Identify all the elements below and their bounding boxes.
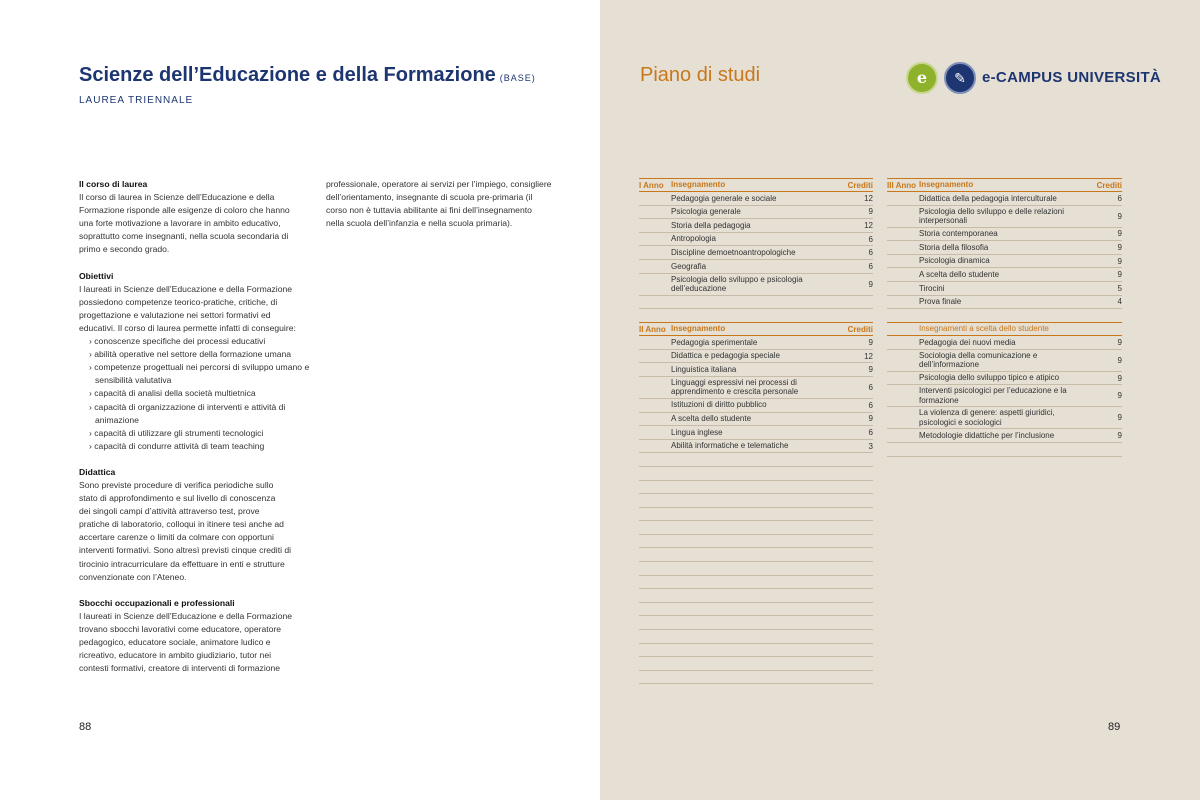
subject-name: Linguistica italiana (671, 364, 737, 374)
study-plan-title: Piano di studi (640, 64, 761, 86)
section-heading: Obiettivi (79, 270, 114, 281)
text-line: pratiche di laboratorio, colloqui in itinere tesi anche ad (79, 519, 284, 530)
subject-name: Discipline demoetnoantropologiche (671, 247, 796, 257)
page-subtitle: LAUREA TRIENNALE (79, 95, 194, 106)
credits-value: 6 (868, 400, 873, 410)
study-plan-table-left (639, 178, 873, 684)
table-row (639, 426, 873, 440)
table-row (887, 372, 1122, 386)
credits-value: 12 (864, 220, 873, 230)
subject-name: Linguaggi espressivi nei processi di apprendimento e crescita personale (671, 377, 799, 397)
subject-name: Psicologia dinamica (919, 256, 990, 266)
credits-value: 9 (868, 279, 873, 289)
empty-row (639, 494, 873, 508)
table-row (639, 377, 873, 399)
text-line: accertare carenze o limiti da colmare con opportuni (79, 532, 274, 543)
empty-row (639, 453, 873, 467)
table-row (639, 413, 873, 427)
subject-name: Tirocini (919, 283, 945, 293)
section-heading: Sbocchi occupazionali e professionali (79, 597, 235, 608)
table-spacer (887, 309, 1122, 322)
credits-value: 9 (868, 365, 873, 375)
text-column-1 (79, 178, 311, 688)
subject-name: Psicologia dello sviluppo e delle relazioni interpersonali (919, 206, 1064, 226)
text-line: Formazione risponde alle esigenze di coloro che hanno (79, 205, 290, 216)
section-sbocchi (79, 597, 311, 676)
subject-name: Sociologia della comunicazione e dell’informazione (919, 350, 1038, 370)
text-line: Il corso di laurea in Scienze dell’Educazione e della (79, 192, 275, 203)
table-header (639, 322, 873, 336)
table-row (639, 246, 873, 260)
credits-value: 6 (868, 248, 873, 258)
table-row (887, 255, 1122, 269)
credits-value: 9 (1117, 355, 1122, 365)
section-didattica (79, 466, 311, 584)
page-title (79, 64, 536, 87)
logo-wordmark: e-CAMPUS UNIVERSITÀ (982, 69, 1162, 86)
subject-name: Psicologia dello sviluppo tipico e atipico (919, 373, 1060, 383)
subject-name: Didattica della pedagogia interculturale (919, 193, 1057, 203)
page-number: 89 (1108, 721, 1121, 733)
subject-name: Psicologia dello sviluppo e psicologia dell’educazione (671, 274, 803, 294)
electives-heading: Insegnamenti a scelta dello studente (919, 324, 1049, 334)
empty-row (639, 630, 873, 644)
table-row (639, 206, 873, 220)
table-row (887, 241, 1122, 255)
list-item: › abilità operative nel settore della formazione umana (89, 349, 292, 360)
text-line: stato di approfondimento e sul livello di conoscenza (79, 493, 276, 504)
table-row (639, 219, 873, 233)
subject-name: A scelta dello studente (919, 269, 1000, 279)
text-line: una forte motivazione a lavorare in ambito educativo, (79, 218, 281, 229)
empty-row (639, 589, 873, 603)
credits-value: 12 (864, 193, 873, 203)
text-line: Sono previste procedure di verifica periodiche sullo (79, 479, 274, 490)
table-row (887, 268, 1122, 282)
credits-header: Crediti (847, 180, 873, 190)
list-item: › capacità di organizzazione di interventi e attività di animazione (89, 401, 286, 425)
subject-header: Insegnamento (919, 180, 974, 190)
text-line: dei singoli campi d’attività attraverso test, prove (79, 506, 260, 517)
subject-name: Storia della filosofia (919, 242, 989, 252)
table-row (639, 363, 873, 377)
credits-value: 9 (1117, 256, 1122, 266)
ecampus-logo (906, 62, 1162, 96)
credits-value: 9 (1117, 431, 1122, 441)
table-row (639, 350, 873, 364)
credits-value: 9 (868, 207, 873, 217)
empty-row (639, 562, 873, 576)
subject-name: Metodologie didattiche per l’inclusione (919, 430, 1055, 440)
empty-row (639, 481, 873, 495)
page-number: 88 (79, 721, 92, 733)
empty-row (639, 521, 873, 535)
empty-row (639, 603, 873, 617)
subject-name: Antropologia (671, 234, 716, 244)
empty-row (639, 576, 873, 590)
text-line: convenzionate con l’Ateneo. (79, 571, 187, 582)
text-line: nella scuola dell’infanzia e nella scuola primaria). (326, 218, 513, 229)
table-row (887, 429, 1122, 443)
text-line: primo e secondo grado. (79, 244, 170, 255)
subject-name: Istituzioni di diritto pubblico (671, 400, 767, 410)
table-row (887, 385, 1122, 407)
table-header (887, 178, 1122, 192)
subject-name: Storia della pedagogia (671, 220, 751, 230)
list-item: › capacità di analisi della società multietnica (89, 388, 256, 399)
subject-name: Geografia (671, 261, 707, 271)
table-row (639, 260, 873, 274)
objectives-list (79, 335, 311, 453)
table-row (887, 206, 1122, 228)
credits-value: 3 (868, 441, 873, 451)
list-item: › conoscenze specifiche dei processi educativi (89, 336, 266, 347)
text-line: ricreativo, educatore in ambito giudiziario, tutor nei (79, 650, 272, 661)
section-heading: Didattica (79, 466, 116, 477)
text-line: progettazione e valutazione nei settori formativi ed (79, 309, 271, 320)
text-line: tirocinio intracurriculare da effettuare in enti e strutture (79, 558, 285, 569)
subject-name: Pedagogia generale e sociale (671, 193, 777, 203)
table-row (887, 228, 1122, 242)
subject-name: Prova finale (919, 297, 962, 307)
text-line: dell’orientamento, insegnante di scuola pre-primaria (il (326, 192, 533, 203)
table-row (887, 282, 1122, 296)
table-row (639, 233, 873, 247)
credits-value: 9 (1117, 413, 1122, 423)
text-line: interventi formativi. Sono altresì previsti cinque crediti di (79, 545, 292, 556)
text-column-2 (326, 178, 562, 230)
credits-value: 6 (868, 234, 873, 244)
credits-value: 9 (1117, 391, 1122, 401)
credits-value: 9 (868, 337, 873, 347)
section-obiettivi (79, 270, 311, 453)
subject-name: Storia contemporanea (919, 229, 998, 239)
empty-row (639, 671, 873, 685)
list-item: › competenze progettuali nei percorsi di sviluppo umano e sensibilità valutativa (89, 362, 310, 386)
text-line: contesti formativi, creatore di interventi di formazione (79, 663, 281, 674)
table-row (887, 350, 1122, 372)
table-row (887, 407, 1122, 429)
list-item: › capacità di utilizzare gli strumenti tecnologici (89, 427, 264, 438)
list-item: › capacità di condurre attività di team teaching (89, 440, 265, 451)
ecampus-badge-icon: e (906, 62, 938, 94)
text-line: professionale, operatore ai servizi per l’impiego, consigliere (326, 179, 552, 189)
credits-value: 6 (868, 382, 873, 392)
empty-row (639, 296, 873, 310)
empty-row (639, 644, 873, 658)
text-line: soprattutto come insegnanti, nella scuola secondaria di (79, 231, 289, 242)
text-line: trovano sbocchi lavorativi come educatore, operatore (79, 623, 282, 634)
text-line: corso non è tuttavia abilitante ai fini dell’insegnamento (326, 205, 532, 216)
study-plan-table-right (887, 178, 1122, 457)
subject-name: Psicologia generale (671, 207, 741, 217)
text-line: I laureati in Scienze dell’Educazione e della Formazione (79, 283, 293, 294)
empty-row (639, 616, 873, 630)
year-label: I Anno (639, 180, 664, 190)
credits-header: Crediti (847, 324, 873, 334)
text-line: I laureati in Scienze dell’Educazione e della Formazione (79, 610, 293, 621)
empty-row (639, 508, 873, 522)
year-label: III Anno (887, 180, 917, 190)
credits-value: 9 (868, 414, 873, 424)
subject-name: Didattica e pedagogia speciale (671, 351, 780, 361)
section-heading: Il corso di laurea (79, 179, 148, 189)
credits-value: 9 (1117, 229, 1122, 239)
subject-name: Lingua inglese (671, 427, 723, 437)
table-header (639, 178, 873, 192)
section-corso (79, 178, 311, 257)
empty-row (887, 443, 1122, 457)
subject-name: A scelta dello studente (671, 414, 752, 424)
credits-value: 5 (1117, 283, 1122, 293)
electives-header (887, 322, 1122, 336)
table-row (887, 336, 1122, 350)
text-line: educativi. Il corso di laurea permette infatti di conseguire: (79, 322, 296, 333)
subject-name: Abilità informatiche e telematiche (671, 441, 789, 451)
table-row (887, 296, 1122, 310)
credits-value: 6 (868, 427, 873, 437)
credits-value: 12 (864, 351, 873, 361)
text-line: pedagogico, educatore sociale, animatore ludico e (79, 637, 271, 647)
title-tag: (BASE) (499, 73, 536, 83)
empty-row (639, 657, 873, 671)
empty-row (639, 467, 873, 481)
subject-name: La violenza di genere: aspetti giuridici, psicologici e sociologici (919, 408, 1055, 427)
credits-value: 9 (1117, 270, 1122, 280)
credits-header: Crediti (1096, 180, 1122, 190)
table-row (639, 274, 873, 296)
table-row (887, 192, 1122, 206)
subject-name: Pedagogia dei nuovi media (919, 337, 1016, 347)
subject-header: Insegnamento (671, 180, 726, 190)
university-seal-icon: ✎ (944, 62, 976, 94)
year-label: II Anno (639, 324, 666, 334)
credits-value: 6 (1117, 193, 1122, 203)
empty-row (639, 535, 873, 549)
subject-header: Insegnamento (671, 324, 726, 334)
table-row (639, 399, 873, 413)
subject-name: Interventi psicologici per l’educazione e la formazione (919, 386, 1067, 405)
text-line: possiedono competenze teorico-pratiche, critiche, di (79, 296, 278, 307)
table-row (639, 440, 873, 454)
credits-value: 9 (1117, 211, 1122, 221)
table-spacer (639, 309, 873, 322)
credits-value: 6 (868, 261, 873, 271)
credits-value: 9 (1117, 337, 1122, 347)
title-text: Scienze dell’Educazione e della Formazione (79, 64, 496, 86)
credits-value: 4 (1117, 297, 1122, 307)
empty-row (639, 548, 873, 562)
table-row (639, 192, 873, 206)
credits-value: 9 (1117, 373, 1122, 383)
table-row (639, 336, 873, 350)
subject-name: Pedagogia sperimentale (671, 337, 758, 347)
credits-value: 9 (1117, 242, 1122, 252)
